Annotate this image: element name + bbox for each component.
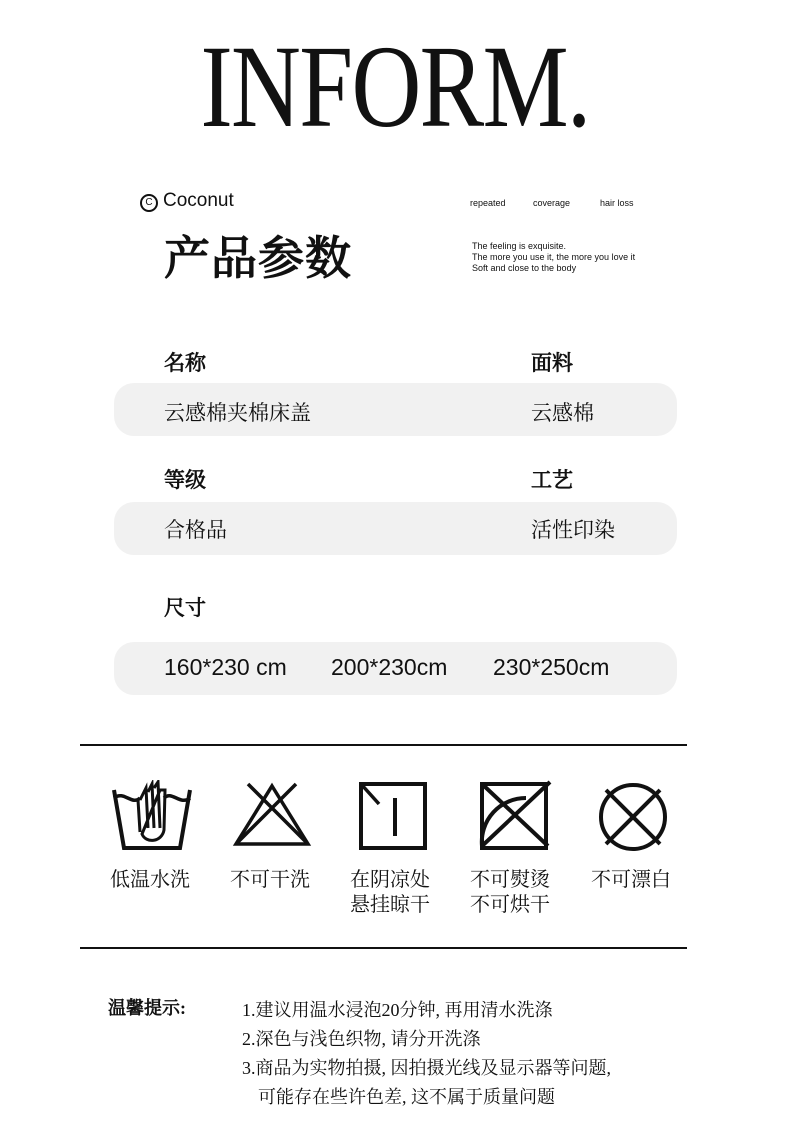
divider-top (80, 744, 687, 746)
tip-item: 1.建议用温水浸泡20分钟, 再用清水洗涤 (242, 1000, 553, 1020)
tip-item: 3.商品为实物拍摄, 因拍摄光线及显示器等问题, (242, 1058, 611, 1078)
grade-value: 合格品 (164, 518, 227, 542)
care-label-no-dry-clean: 不可干洗 (230, 867, 310, 891)
size-label: 尺寸 (164, 596, 206, 620)
craft-label: 工艺 (531, 468, 573, 492)
wash-low-temp-icon (110, 780, 194, 854)
copyright-icon: C (140, 194, 158, 212)
tip-item: 可能存在些许色差, 这不属于质量问题 (258, 1087, 555, 1107)
tag-repeated: repeated (470, 198, 506, 208)
slogan (472, 241, 635, 274)
care-label-no-bleach: 不可漂白 (591, 867, 671, 891)
name-value: 云感棉夹棉床盖 (164, 401, 311, 425)
brand-name (140, 190, 234, 212)
care-label-dry-shade: 在阴凉处 悬挂晾干 (350, 867, 430, 916)
name-label: 名称 (164, 351, 206, 375)
no-iron-no-tumble-dry-icon (478, 780, 554, 852)
tip-item: 2.深色与浅色织物, 请分开洗涤 (242, 1029, 481, 1049)
divider-bottom (80, 947, 687, 949)
tag-coverage: coverage (533, 198, 571, 208)
size-option: 160*230 cm (164, 654, 287, 680)
no-dry-clean-icon (232, 780, 312, 848)
size-option: 200*230cm (331, 654, 448, 680)
tips-title: 温馨提示: (108, 998, 186, 1018)
size-option: 230*250cm (493, 654, 610, 680)
grade-label: 等级 (164, 468, 206, 492)
tag-hair-loss: hair loss (600, 198, 634, 208)
craft-value: 活性印染 (531, 518, 615, 542)
dry-in-shade-icon (357, 780, 429, 852)
fabric-value: 云感棉 (531, 401, 594, 425)
brand-label: Coconut (163, 190, 234, 211)
care-label-wash: 低温水洗 (110, 867, 190, 891)
care-label-no-iron: 不可熨烫 不可烘干 (470, 867, 550, 916)
slogan-line: The feeling is exquisite. (472, 241, 567, 251)
inform-logo: INFORM. (200, 21, 590, 152)
page-title: 产品参数 (164, 231, 352, 285)
fabric-label: 面料 (531, 351, 573, 375)
slogan-line: The more you use it, the more you love it (472, 252, 636, 262)
slogan-line: Soft and close to the body (472, 263, 577, 273)
no-bleach-icon (596, 780, 670, 854)
